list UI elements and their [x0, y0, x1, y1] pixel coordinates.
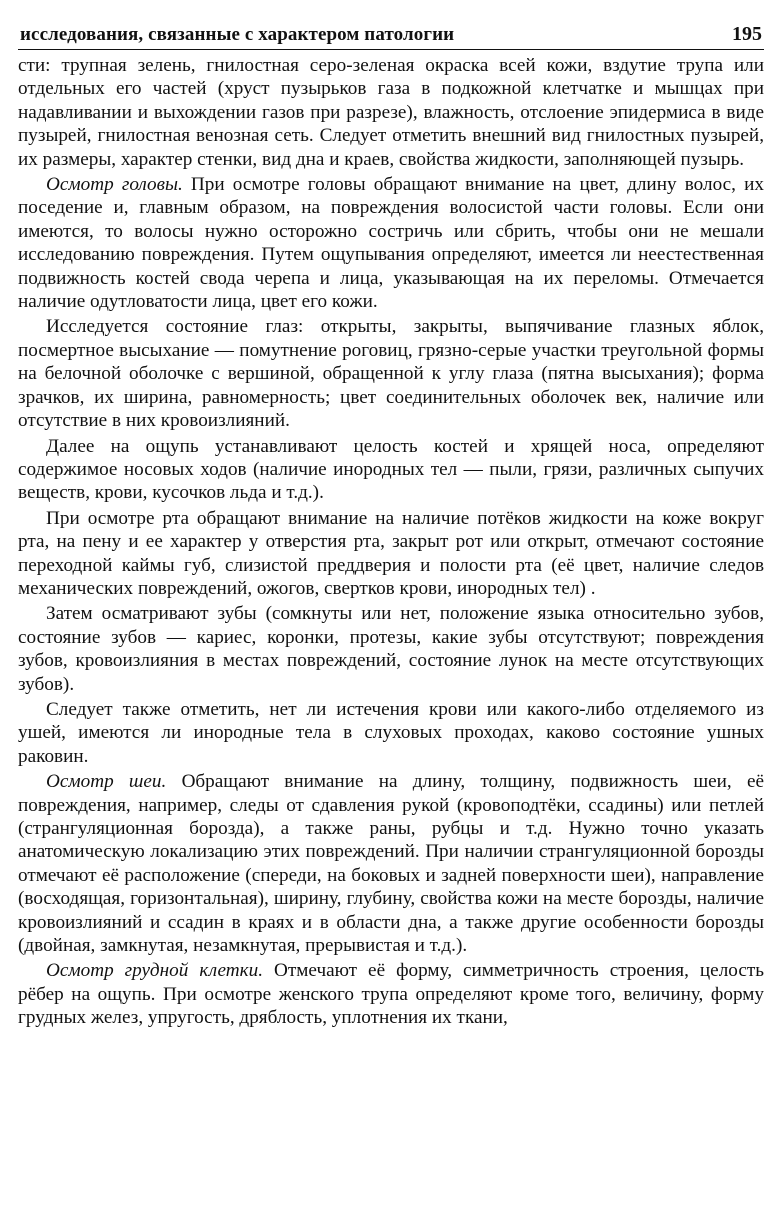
paragraph-chest-examination	[18, 959, 764, 1029]
paragraph-neck-examination	[18, 770, 764, 957]
paragraph-text: Отмечают её форму, симметричность строения, целость рёбер на ощупь. При осмотре женского трупа определяют кроме того, величину, форму грудных желез, упругость, дряблость, уплотнения их ткани,	[18, 960, 764, 1029]
running-header	[18, 22, 764, 50]
paragraph-decay-signs	[18, 54, 764, 171]
page-number: 195	[732, 23, 762, 45]
paragraph-text: Исследуется состояние глаз: открыты, закрыты, выпячивание глазных яблок, посмертное высыхание — помутнение роговиц, грязно-серые участки треугольной формы на белочной оболочке с вершиной, обращенной к углу глаза (пятна высыхания); форма зрачков, их ширина, равномерность; цвет соединительных оболочек век, наличие или отсутствие в них кровоизлияний.	[18, 316, 764, 432]
paragraph-mouth	[18, 507, 764, 601]
paragraph-head-examination	[18, 173, 764, 313]
paragraph-nose	[18, 435, 764, 505]
section-lead-chest: Осмотр грудной клетки.	[46, 960, 264, 982]
paragraph-text: Затем осматривают зубы (сомкнуты или нет, положение языка относительно зубов, состояние зубов — кариес, коронки, протезы, какие зубы отсутствуют; повреждения зубов, кровоизлияния в местах повреждений, состояние лунок на месте отсутствующих зубов).	[18, 603, 764, 695]
paragraph-text: сти: трупная зелень, гнилостная серо-зеленая окраска всей кожи, вздутие трупа или отдельных его частей (хруст пузырьков газа в подкожной клетчатке и мышцах при надавливании и выхождении газов при разрезе), влажность, отслоение эпидермиса в виде пузырей, гнилостная венозная сеть. Следует отметить внешний вид гнилостных пузырей, их размеры, характер стенки, вид дна и краев, свойства жидкости, заполняющей пузырь.	[18, 55, 764, 170]
paragraph-ears	[18, 698, 764, 768]
paragraph-text: Следует также отметить, нет ли истечения крови или какого-либо отделяемого из ушей, имеются ли инородные тела в слуховых проходах, каково состояние ушных раковин.	[18, 698, 764, 767]
page-body	[18, 54, 764, 1030]
paragraph-eyes	[18, 315, 764, 432]
paragraph-text: При осмотре рта обращают внимание на наличие потёков жидкости на коже вокруг рта, на пену и ее характер у отверстия рта, закрыт рот или открыт, отмечают состояние переходной каймы губ, слизистой преддверия и полости рта (её цвет, наличие следов механических повреждений, ожогов, свертков крови, инородных тел) .	[18, 507, 764, 599]
section-lead-head: Осмотр головы.	[46, 174, 183, 196]
paragraph-teeth	[18, 602, 764, 696]
section-lead-neck: Осмотр шеи.	[46, 771, 167, 793]
running-header-title: исследования, связанные с характером патологии	[20, 24, 455, 45]
paragraph-text: При осмотре головы обращают внимание на цвет, длину волос, их поседение и, главным образом, на повреждения волосистой части головы. Если они имеются, то волосы нужно осторожно состричь или сбрить, чтобы они не мешали исследованию повреждения. Путем ощупывания определяют, имеется ли неестественная подвижность костей свода черепа и лица, указывающая на их переломы. Отмечается наличие одутловатости лица, цвет его кожи.	[18, 174, 764, 313]
paragraph-text: Далее на ощупь устанавливают целость костей и хрящей носа, определяют содержимое носовых ходов (наличие инородных тел — пыли, грязи, различных сыпучих веществ, крови, кусочков льда и т.д.).	[18, 435, 764, 504]
paragraph-text: Обращают внимание на длину, толщину, подвижность шеи, её повреждения, например, следы от сдавления рукой (кровоподтёки, ссадины) или петлей (странгуляционная борозда), а также раны, рубцы и т.д. Нужно точно указать анатомическую локализацию этих повреждений. При наличии странгуляционной борозды отмечают её расположение (спереди, на боковых и задней поверхности шеи), направление (восходящая, горизонтальная), ширину, глубину, свойства кожи на месте борозды, наличие кровоизлияний и ссадин в краях и в области дна, а также другие особенности борозды (двойная, замкнутая, незамкнутая, прерывистая и т.д.).	[18, 771, 764, 957]
